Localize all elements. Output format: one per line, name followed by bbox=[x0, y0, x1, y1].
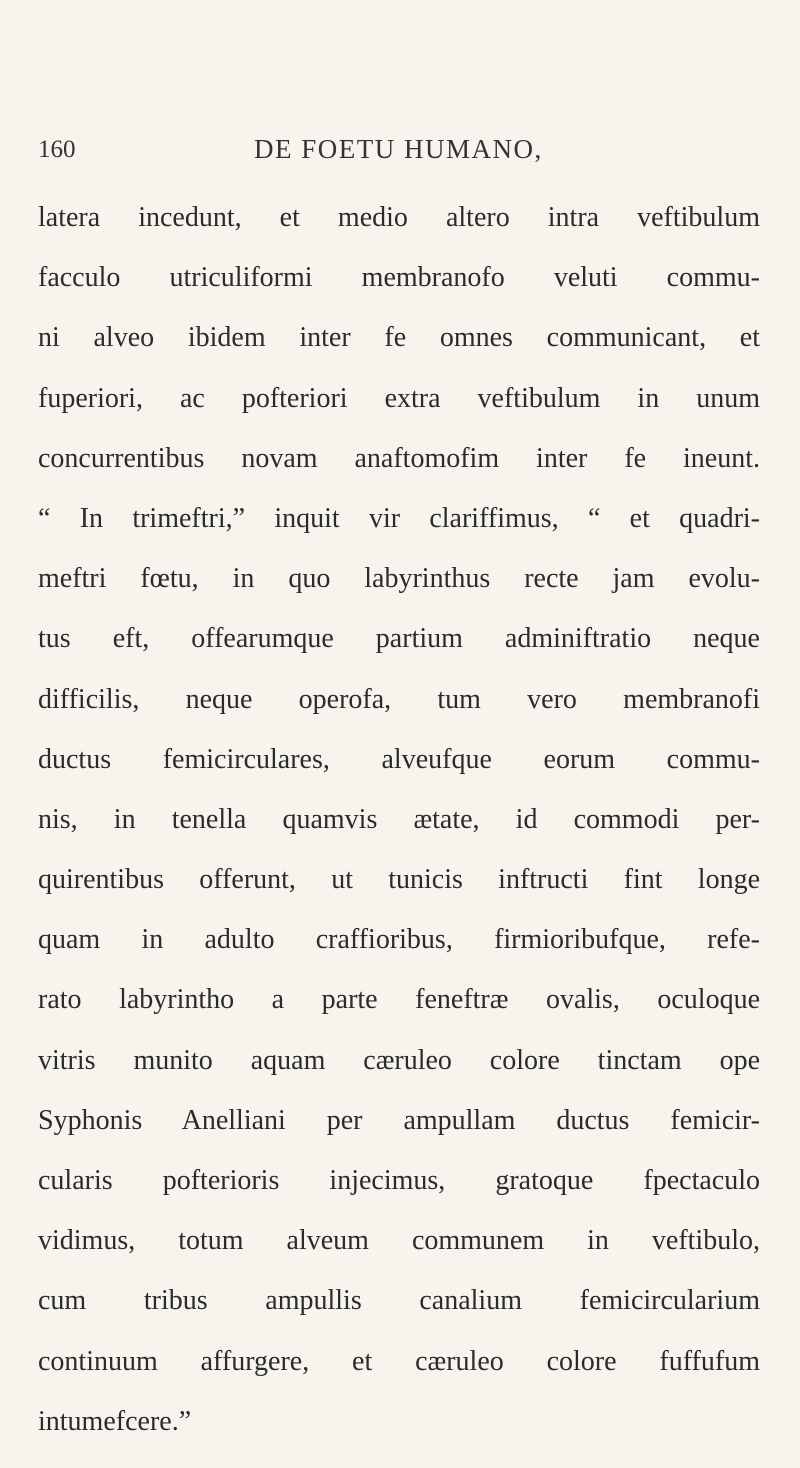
text-line: nis, in tenella quamvis ætate, id commodi per- bbox=[38, 803, 760, 835]
text-line: Syphonis Anelliani per ampullam ductus femicir- bbox=[38, 1104, 760, 1136]
text-line: fuperiori, ac pofteriori extra veftibulum in unum bbox=[38, 382, 760, 414]
text-line: vitris munito aquam cæruleo colore tinctam ope bbox=[38, 1044, 760, 1076]
text-line: quam in adulto craffioribus, firmioribufque, refe- bbox=[38, 924, 760, 956]
text-line: vidimus, totum alveum communem in veftibulo, bbox=[38, 1225, 760, 1257]
page-number: 160 bbox=[38, 136, 76, 163]
text-line: cum tribus ampullis canalium femicircularium bbox=[38, 1285, 760, 1317]
text-line: latera incedunt, et medio altero intra veftibulum bbox=[38, 202, 760, 233]
body-text bbox=[38, 188, 760, 1452]
text-line: “ In trimeftri,” inquit vir clariffimus, “ et quadri- bbox=[38, 502, 760, 534]
text-line: facculo utriculiformi membranofo veluti commu- bbox=[38, 262, 760, 294]
text-line: ductus femicirculares, alveufque eorum commu- bbox=[38, 743, 760, 775]
text-line: intumefcere.” bbox=[38, 1405, 192, 1437]
text-line: cularis pofterioris injecimus, gratoque fpectaculo bbox=[38, 1165, 760, 1196]
text-line: tus eft, offearumque partium adminiftratio neque bbox=[38, 623, 760, 655]
running-head bbox=[38, 130, 760, 170]
text-line: continuum affurgere, et cæruleo colore fuffufum bbox=[38, 1345, 760, 1377]
text-line: ni alveo ibidem inter fe omnes communicant, et bbox=[38, 322, 760, 354]
text-line: rato labyrintho a parte feneftræ ovalis, oculoque bbox=[38, 984, 760, 1016]
text-line: difficilis, neque operofa, tum vero membranofi bbox=[38, 683, 760, 715]
text-line: concurrentibus novam anaftomofim inter fe ineunt. bbox=[38, 442, 760, 474]
running-title: DE FOETU HUMANO, bbox=[254, 134, 543, 164]
text-line: quirentibus offerunt, ut tunicis inftructi fint longe bbox=[38, 864, 760, 896]
text-line: meftri fœtu, in quo labyrinthus recte jam evolu- bbox=[38, 563, 760, 595]
